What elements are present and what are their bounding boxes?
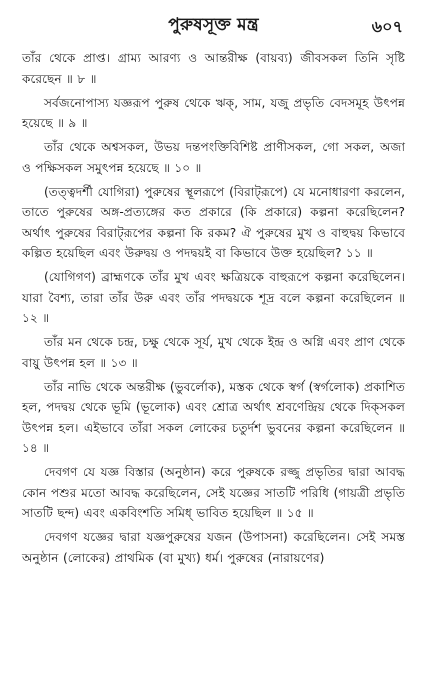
paragraph-verse-14: তাঁর নাভি থেকে অন্তরীক্ষ (ভুবর্লোক), মস্তক থেকে স্বর্গ (স্বর্গলোক) প্রকাশিত হল, পদদ্বয় থেকে ভূমি (ভূলোক) এবং শ্রোত্র অর্থাৎ শ্রবণেন্দ্রিয় থেকে দিক্‌সকল উৎপন্ন হল। এইভাবে তাঁরা সকল লোকের চতুর্দশ ভুবনের কল্পনা করেছিলেন ॥ ১৪ ॥: [22, 379, 405, 455]
paragraph-verse-11: (তত্ত্বদর্শী যোগিরা) পুরুষের স্থূলরূপে (বিরাট্‌রূপে) যে মনোধারণা করলেন, তাতে পুরুষের অঙ্গ-প্রত্যঙ্গের কত প্রকারে (কি প্রকারে) কল্পনা করেছিলেন? অর্থাৎ পুরুষের বিরাট্‌রূপের কল্পনা কি রকম? ঐ পুরুষের মুখ ও বাহুদ্বয় কিভাবে কল্পিত হয়েছিল এবং উরুদ্বয় ও পদদ্বয়ই বা কিভাবে উক্ত হয়েছিল? ১১ ॥: [22, 184, 405, 260]
paragraph-verse-13: তাঁর মন থেকে চন্দ্র, চক্ষু থেকে সূর্য, মুখ থেকে ইন্দ্র ও অগ্নি এবং প্রাণ থেকে বায়ু উৎপন্ন হল ॥ ১৩ ॥: [22, 335, 405, 370]
paragraph-verse-12: (যোগিগণ) ব্রাহ্মণকে তাঁর মুখ এবং ক্ষত্রিয়কে বাহুরূপে কল্পনা করেছিলেন। যারা বৈশ্য, তারা তাঁর উরু এবং তাঁর পদদ্বয়কে শূদ্র বলে কল্পনা করেছিলেন ॥ ১২ ॥: [22, 270, 405, 325]
paragraph-verse-10: তাঁর থেকে অশ্বসকল, উভয় দন্তপংক্তিবিশিষ্ট প্রাণীসকল, গো সকল, অজা ও পক্ষিসকল সমুৎপন্ন হয়েছে ॥ ১০ ॥: [22, 140, 405, 175]
paragraph-verse-8: তাঁর থেকে প্রাপ্ত। গ্রাম্য আরণ্য ও আন্তরীক্ষ (বায়ব্য) জীবসকল তিনি সৃষ্টি করেছেন ॥ ৮ ॥: [22, 51, 405, 86]
paragraph-verse-15: দেবগণ যে যজ্ঞ বিস্তার (অনুষ্ঠান) করে পুরুষকে রজ্জু প্রভৃতির দ্বারা আবদ্ধ কোন পশুর মতো আবদ্ধ করেছিলেন, সেই যজ্ঞের সাতটি পরিধি (গায়ত্রী প্রভৃতি সাতটি ছন্দ) এবং একবিংশতি সমিধ্ ভাবিত হয়েছিল ॥ ১৫ ॥: [22, 465, 405, 520]
paragraph-verse-16: দেবগণ যজ্ঞের দ্বারা যজ্ঞপুরুষের যজন (উপাসনা) করেছিলেন। সেই সমস্ত অনুষ্ঠান (লোকের) প্রাথমিক (বা মুখ্য) ধর্ম। পুরুষের (নারায়ণের): [22, 530, 405, 565]
page-header: [22, 6, 405, 46]
page-title: পুরুষসূক্ত মন্ত্র: [168, 15, 259, 35]
page-number: ৬০৭: [371, 17, 403, 36]
paragraph-verse-9: সর্বজনোপাস্য যজ্ঞরূপ পুরুষ থেকে ঋক্, সাম, যজু প্রভৃতি বেদসমূহ উৎপন্ন হয়েছে ॥ ৯ ॥: [22, 95, 405, 130]
